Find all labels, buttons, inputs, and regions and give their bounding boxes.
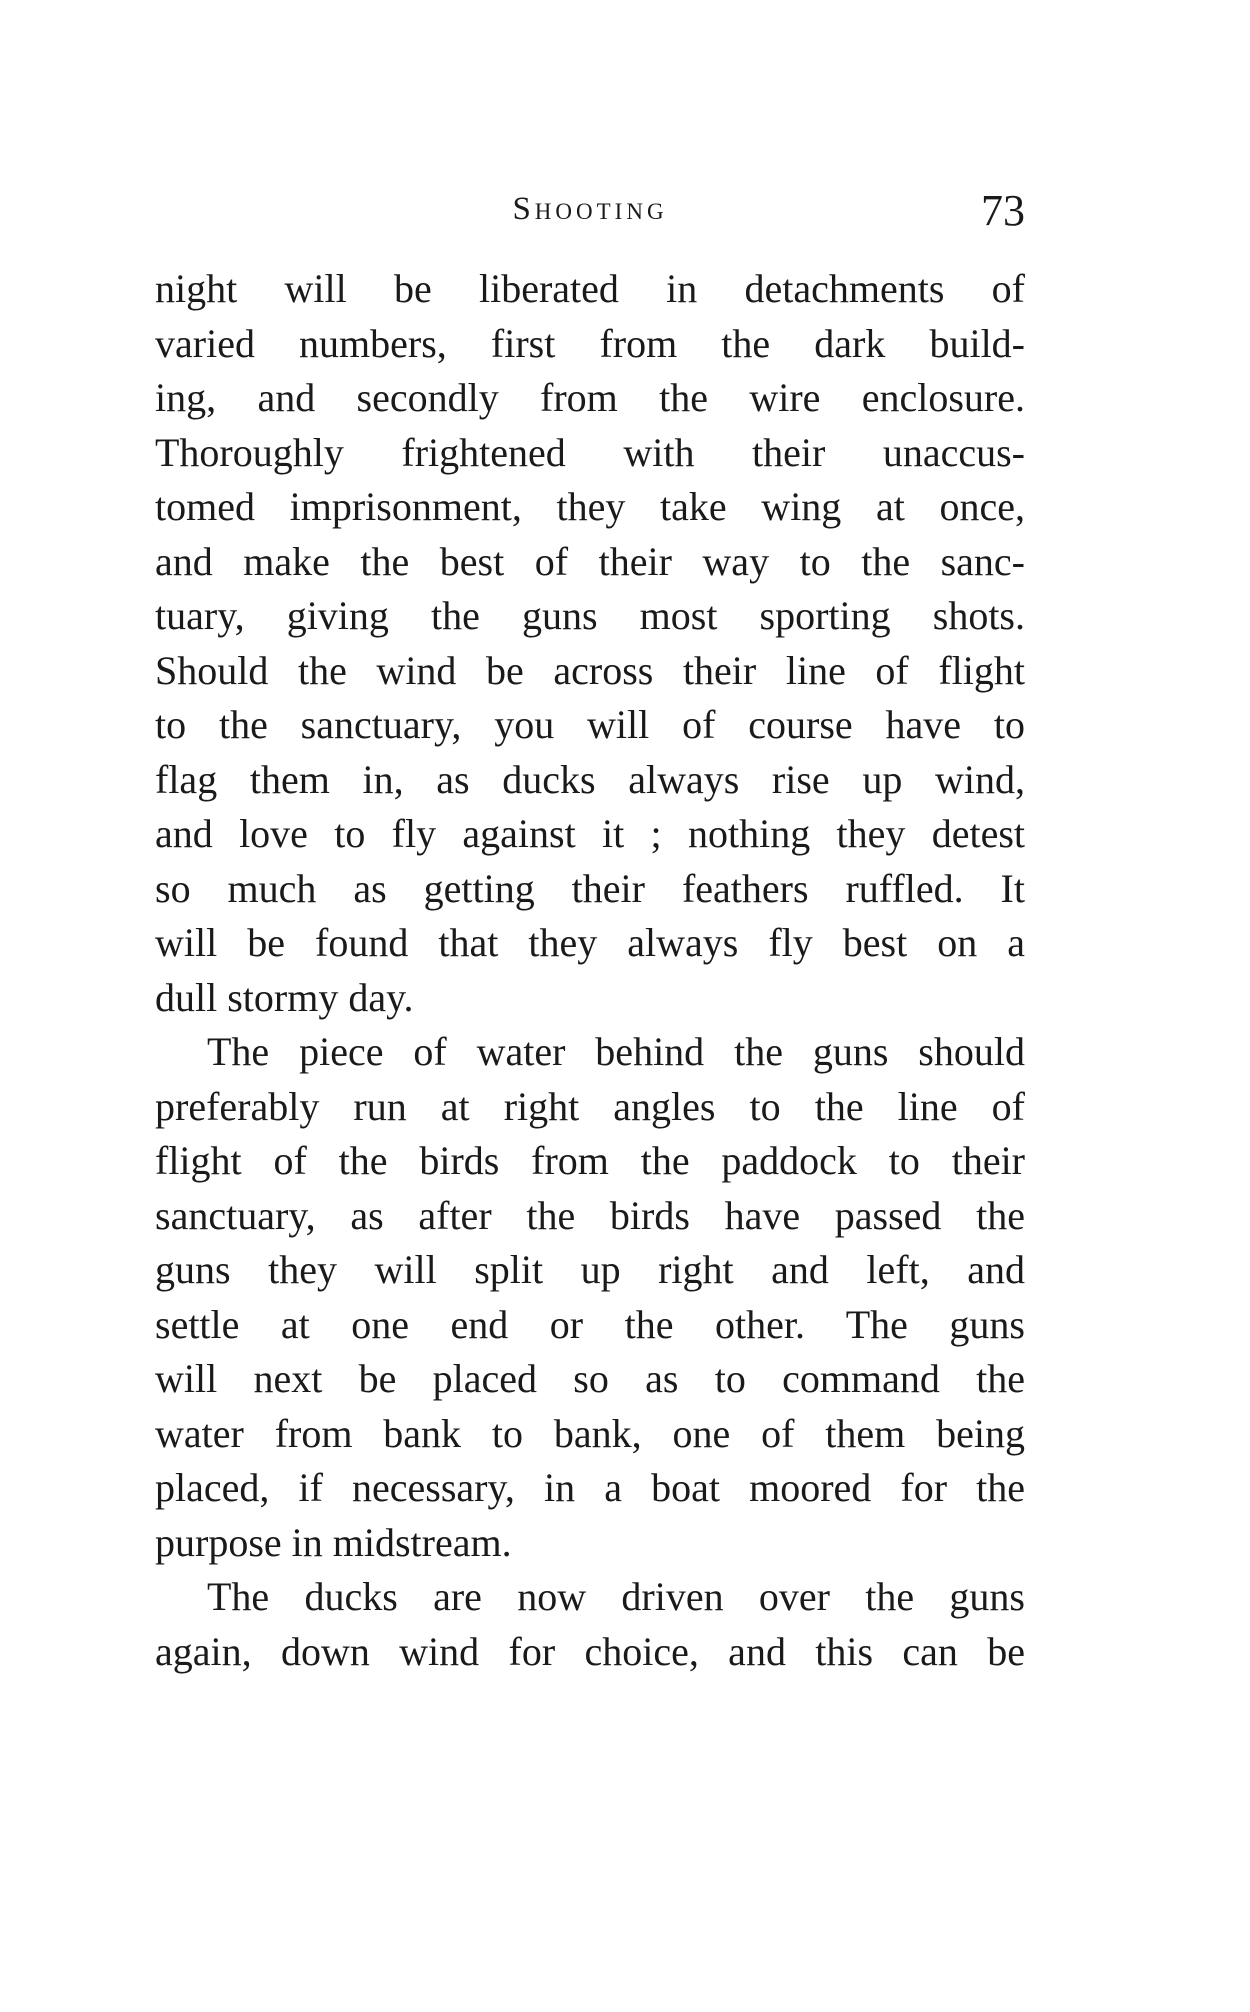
text-line: settle at one end or the other. The guns	[155, 1301, 1025, 1347]
text-line: tuary, giving the guns most sporting shots.	[155, 593, 1025, 638]
text-line: Should the wind be across their line of flight	[155, 647, 1025, 693]
text-line: ing, and secondly from the wire enclosure.	[155, 375, 1025, 420]
text-line: flag them in, as ducks always rise up wind,	[155, 756, 1025, 802]
running-head	[155, 185, 1025, 245]
text-line: preferably run at right angles to the line of	[155, 1083, 1025, 1129]
text-line: placed, if necessary, in a boat moored for the	[155, 1465, 1025, 1510]
body-text	[155, 262, 1025, 1679]
text-line: and make the best of their way to the sanc-	[155, 538, 1025, 584]
text-line: varied numbers, first from the dark build-	[155, 320, 1025, 366]
text-line: to the sanctuary, you will of course have to	[155, 702, 1025, 747]
text-line: purpose in midstream.	[155, 1519, 512, 1565]
text-line: sanctuary, as after the birds have passed the	[155, 1192, 1025, 1238]
text-line: and love to fly against it ; nothing they detest	[155, 811, 1025, 856]
text-line: tomed imprisonment, they take wing at once,	[155, 484, 1025, 529]
text-line: night will be liberated in detachments of	[155, 266, 1025, 311]
text-line: Thoroughly frightened with their unaccus-	[155, 429, 1025, 475]
text-line: dull stormy day.	[155, 974, 414, 1020]
text-line: will next be placed so as to command the	[155, 1356, 1025, 1401]
paragraph-first-line: The ducks are now driven over the guns	[207, 1574, 1025, 1619]
text-line: guns they will split up right and left, and	[155, 1247, 1025, 1292]
text-line: flight of the birds from the paddock to their	[155, 1138, 1025, 1183]
running-title: Shooting	[512, 191, 668, 227]
text-line: so much as getting their feathers ruffled. It	[155, 865, 1025, 911]
page-number: 73	[981, 186, 1025, 235]
text-line: again, down wind for choice, and this can be	[155, 1628, 1025, 1674]
text-line: will be found that they always fly best on a	[155, 920, 1025, 965]
text-line: water from bank to bank, one of them being	[155, 1410, 1025, 1456]
paragraph-first-line: The piece of water behind the guns should	[207, 1029, 1025, 1074]
